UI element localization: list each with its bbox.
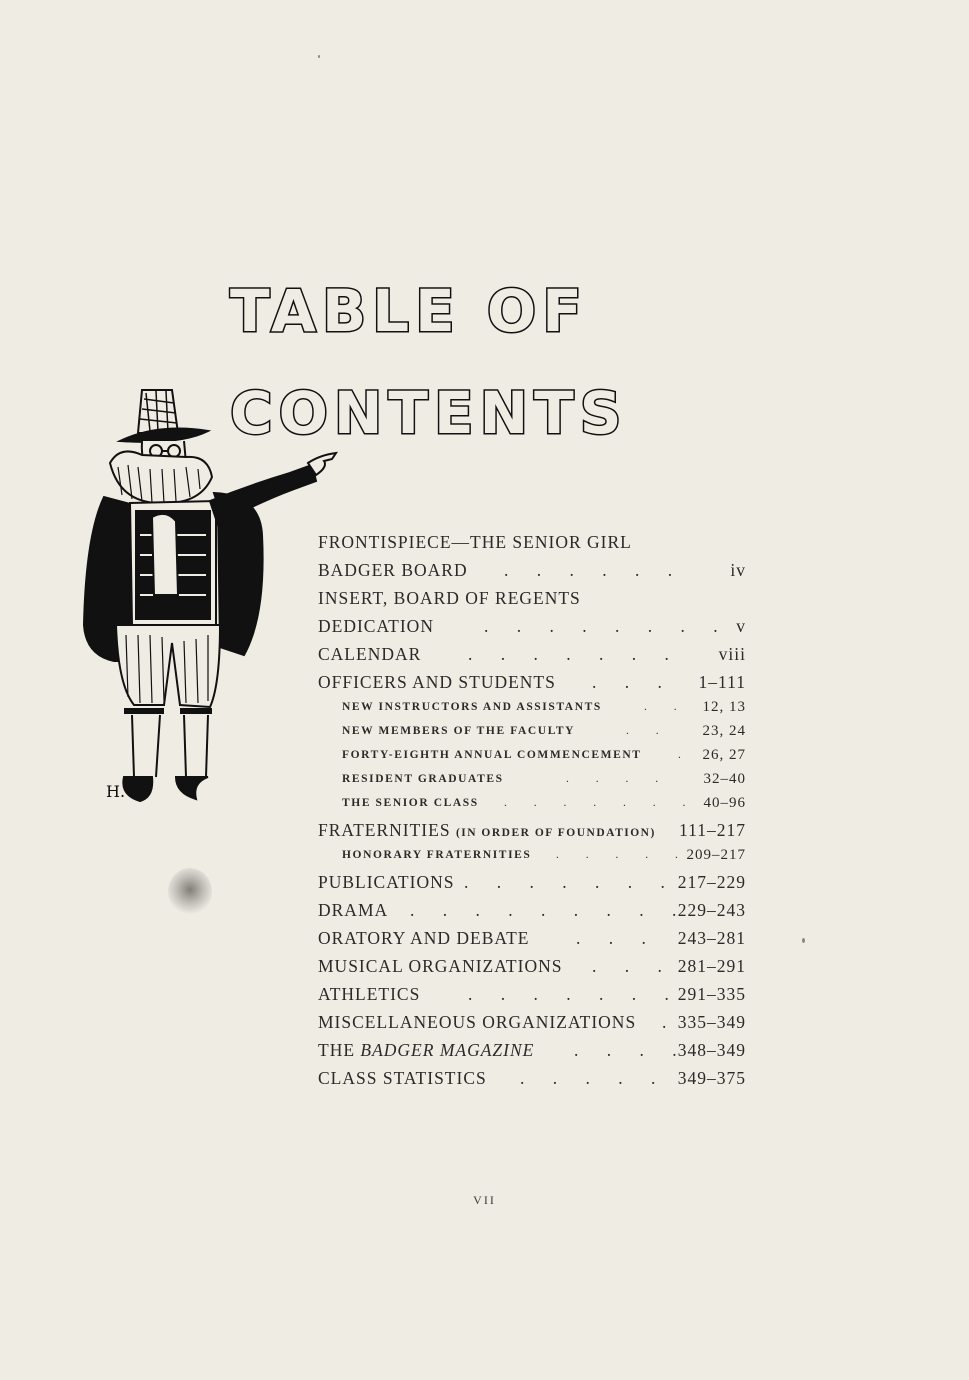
toc-subentry [318,719,746,743]
toc-entry [318,1038,746,1062]
entry-label: NEW INSTRUCTORS AND ASSISTANTS [342,701,602,713]
toc-entry [318,530,746,554]
entry-leader: . . . . . . . [504,797,698,809]
entry-leader: . . . [592,672,674,692]
entry-page: 349–375 [677,1068,746,1088]
entry-page: 26, 27 [702,747,746,763]
entry-page: v [736,616,746,636]
page-folio: VII [473,1193,496,1207]
entry-page: 40–96 [703,795,746,811]
entry-leader: . . . [592,956,674,976]
entry-page: 243–281 [677,928,746,948]
entry-leader: . . . . . . . . [484,616,730,636]
entry-label: MUSICAL ORGANIZATIONS [318,956,563,976]
entry-label: THE SENIOR CLASS [342,797,479,809]
entry-label: OFFICERS AND STUDENTS [318,672,556,692]
toc-entry [318,558,746,582]
entry-label: CALENDAR [318,644,422,664]
toc-entry [318,1010,746,1034]
entry-label: HONORARY FRATERNITIES [342,849,532,861]
entry-leader: . [678,749,693,761]
toc-entry [318,1066,746,1090]
entry-page: 1–111 [698,672,746,692]
toc-entry [318,818,746,842]
entry-leader: . . . . [574,1040,689,1060]
artist-signature: H. [106,782,126,801]
paper-speck [318,55,320,58]
entry-page: 229–243 [677,900,746,920]
entry-page: 111–217 [679,820,746,840]
entry-page: 12, 13 [702,699,746,715]
entry-label: INSERT, BOARD OF REGENTS [318,588,581,608]
title-text-2: CONTENTS [230,379,628,447]
toc-entry [318,614,746,638]
entry-leader: . . . . . [520,1068,668,1088]
entry-label: ATHLETICS [318,984,421,1004]
entry-leader: . . . . [566,773,671,785]
entry-label-italic: BADGER MAGAZINE [360,1040,535,1060]
entry-leader: . . . [576,928,658,948]
title-text-1: TABLE OF [230,277,588,345]
entry-label: FRONTISPIECE—THE SENIOR GIRL [318,532,632,552]
toc-entry [318,954,746,978]
entry-page: 281–291 [677,956,746,976]
entry-leader: . . . . . . . [468,984,681,1004]
entry-label-group [318,818,656,845]
entry-label-note: (IN ORDER OF FOUNDATION) [455,827,656,839]
entry-label: ORATORY AND DEBATE [318,928,530,948]
toc-entry [318,642,746,666]
entry-leader: . . . . . . [504,560,685,580]
toc-entry [318,982,746,1006]
toc-subentry [318,791,746,815]
paper-speck [802,938,805,943]
entry-label: DRAMA [318,900,389,920]
toc-entry [318,870,746,894]
toc-entry [318,926,746,950]
toc-subentry [318,743,746,767]
entry-leader: . . . . . [556,849,690,861]
entry-label: RESIDENT GRADUATES [342,773,504,785]
entry-page: viii [718,644,746,664]
entry-label: CLASS STATISTICS [318,1068,487,1088]
entry-page: 291–335 [677,984,746,1004]
title-line-1 [230,277,588,345]
toc-subentry [318,695,746,719]
entry-label: THE [318,1040,356,1060]
ink-smudge [168,868,212,916]
toc-entry [318,586,746,610]
entry-leader: . . . . . . . [468,644,681,664]
entry-leader: . . [626,725,671,737]
entry-leader: . . . . . . . . . [410,900,689,920]
entry-page: 32–40 [703,771,746,787]
entry-leader: . [662,1012,679,1032]
toc-entry [318,898,746,922]
entry-page: 217–229 [677,872,746,892]
entry-page: 23, 24 [702,723,746,739]
entry-label: FRATERNITIES [318,820,451,840]
entry-label: NEW MEMBERS OF THE FACULTY [342,725,576,737]
entry-label: FORTY-EIGHTH ANNUAL COMMENCEMENT [342,749,642,761]
entry-label: DEDICATION [318,616,434,636]
entry-page: 348–349 [677,1040,746,1060]
entry-page: iv [730,560,746,580]
entry-label-group [318,1038,534,1062]
entry-page: 335–349 [677,1012,746,1032]
entry-page: 209–217 [686,847,746,863]
toc-entry [318,670,746,694]
entry-label: PUBLICATIONS [318,872,455,892]
pointing-pilgrim-illustration [80,385,340,815]
entry-leader: . . [644,701,689,713]
entry-label: BADGER BOARD [318,560,468,580]
entry-label: MISCELLANEOUS ORGANIZATIONS [318,1012,637,1032]
entry-leader: . . . . . . . [464,872,677,892]
toc-subentry [318,767,746,791]
toc-subentry [318,843,746,867]
